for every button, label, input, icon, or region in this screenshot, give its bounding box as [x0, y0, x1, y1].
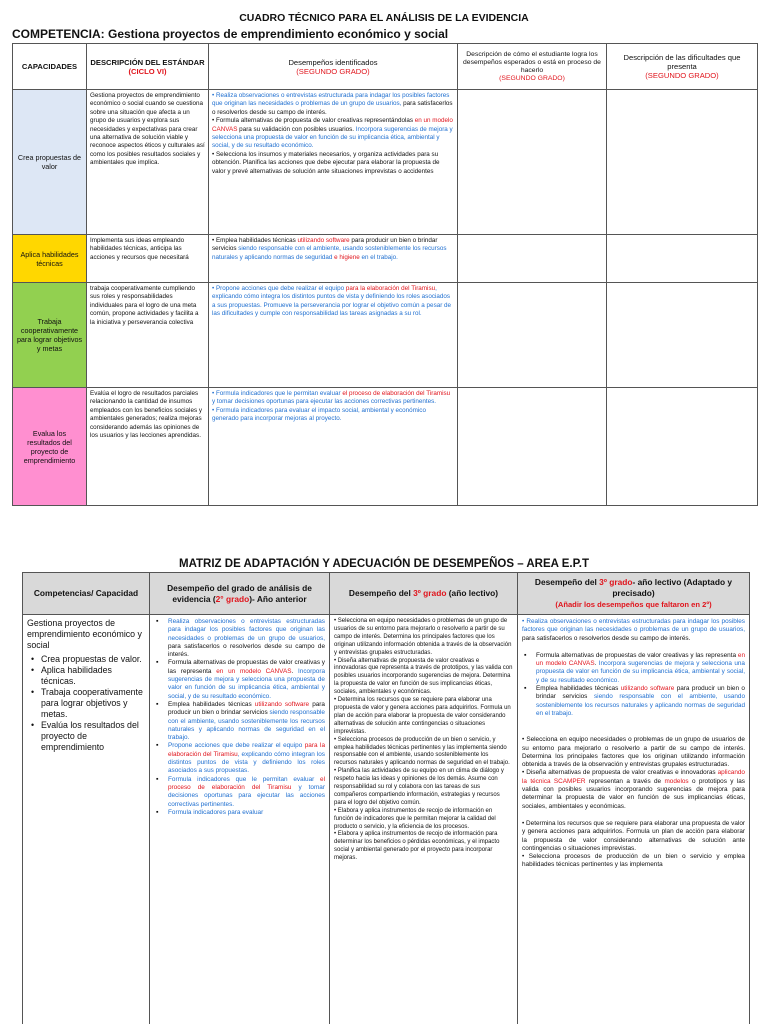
- evidence-table: [12, 43, 758, 506]
- desempeno-cell: • Formula indicadores que le permitan evaluar el proceso de elaboración del Tiramisu y tomar decisiones oportunas para ejecutar las acciones correctivas pertinentes. • Formula indicadores para evaluar el impacto social, ambiental y económico generado para incorporar mejoras al proyecto.: [209, 388, 458, 506]
- header-grado-anterior: Desempeño del grado de análisis de evidencia (2° grado)- Año anterior: [150, 573, 330, 615]
- capacidad-cell: Crea propuestas de valor: [13, 90, 87, 235]
- list-item: • Trabaja cooperativamente para lograr objetivos y metas.: [27, 687, 145, 720]
- list-item: ▪ Emplea habilidades técnicas utilizando software para producir un bien o brindar servicios siendo responsable con el ambiente, usando sosteniblemente los recursos naturales y aplicando normas de seguridad en el trabajo.: [154, 701, 325, 742]
- dificultades-cell: [607, 388, 758, 506]
- list-item: • Crea propuestas de valor.: [27, 654, 145, 665]
- capacidad-cell: Aplica habilidades técnicas: [13, 235, 87, 283]
- matrix-header: [23, 573, 750, 615]
- header-estandar: DESCRIPCIÓN DEL ESTÁNDAR (CICLO VI): [87, 44, 209, 90]
- table-row: [13, 235, 758, 283]
- logro-cell: [458, 90, 607, 235]
- grado-3-adaptado-cell: • Realiza observaciones o entrevistas estructuradas para indagar los posibles factores que originan las necesidades o problemas de un grupo de usuarios, para satisfacerlos o resolverlos desde su campo de interés. ▪ Formula alternativas de propuestas de valor creativas y las representa en un modelo CANVAS. Incorpora sugerencias de mejora y selecciona una propuesta de valor en función de su implicancia ética, ambiental y social, y de su resultado económico. ▪ Emplea habilidades técnicas utilizando software para producir un bien o brindar servicios siendo responsable con el ambiente, usando sosteniblemente los recursos naturales y aplicando normas de seguridad en el trabajo. • Selecciona en equipo necesidades o problemas de un grupo de usuarios de su entorno para mejorarlo o resolverlo a partir de su campo de interés. Determina los principales factores que los originan utilizando información obtenida a través de la observación y entrevistas grupales estructuradas. • Diseña alternativas de propuesta de valor creativas e innovadoras aplicando la técnica SCAMPER representan a través de modelos o prototipos y las valida con posibles usuarios incorporando sugerencias de mejora para determinar la propuesta de valor en función de sus implicancias éticas, sociales, ambientales y económicas. • Determina los recursos que se requiere para elaborar una propuesta de valor y genera acciones para adquirirlos. Formula un plan de acción para elaborar la propuesta de valor considerando alternativas de solución ante contingencias o situaciones imprevistas. • Selecciona procesos de producción de un bien o servicio y emplea habilidades técnicas pertinentes y las implementa: [518, 615, 750, 1024]
- list-item: ▪ Realiza observaciones o entrevistas estructuradas para indagar los posibles factores que originan las necesidades o problemas de un grupo de usuarios, para satisfacerlos o resolverlos desde su campo de interés.: [154, 618, 325, 659]
- table-row: [13, 283, 758, 388]
- list-item: ▪ Propone acciones que debe realizar el equipo para la elaboración del Tiramisu, explicando cómo integran los distintos puntos de vista y definiendo los roles asociados a sus propuestas.: [154, 742, 325, 775]
- grado-3-cell: • Selecciona en equipo necesidades o problemas de un grupo de usuarios de su entorno para mejorarlo o resolverlo a partir de su campo de interés. Determina los principales factores que los originan utilizando información obtenida a través de la observación y entrevistas grupales estructuradas. • Diseña alternativas de propuesta de valor creativas e innovadoras que representa a través de prototipos, y las valida con posibles usuarios incorporando sugerencias de mejora. Determina la propuesta de valor en función de sus implicancias éticas, sociales, ambientales y económicas. • Determina los recursos que se requiere para elaborar una propuesta de valor y genera acciones para adquirirlos. Formula un plan de acción para elaborar la propuesta de valor considerando alternativas de solución ante contingencias o situaciones imprevistas. • Selecciona procesos de producción de un bien o servicio, y emplea habilidades técnicas pertinentes y las implementa siendo responsable con el ambiente, usando sosteniblemente los recursos naturales y aplicando normas de seguridad en el trabajo. • Planifica las actividades de su equipo en un clima de diálogo y respeto hacia las ideas y opiniones de los demás. Asume con responsabilidad su rol y colabora con las tareas de sus compañeros compartiendo información, estrategias y recursos para el logro del objetivo común. • Elabora y aplica instrumentos de recojo de información en función de indicadores que le permitan mejorar la calidad del producto o servicio, y la eficiencia de los procesos. • Elabora y aplica instrumentos de recojo de información para determinar los beneficios o pérdidas económicas, y el impacto social y ambiental generado por el proyecto para incorporar mejoras.: [330, 615, 518, 1024]
- estandar-cell: trabaja cooperativamente cumpliendo sus roles y responsabilidades individuales para el logro de una meta común, propone actividades y facilita a la iniciativa y perseverancia colectiva: [87, 283, 209, 388]
- evidence-table-header: [13, 44, 758, 90]
- desempeno-cell: • Realiza observaciones o entrevistas estructurada para indagar los posibles factores que originan las necesidades o problemas de un grupo de usuarios, para satisfacerlos o resolverlos desde su campo de interés. • Formula alternativas de propuesta de valor creativas representándolas en un modelo CANVAS para su validación con posibles usuarios. Incorpora sugerencias de mejora y selecciona una propuesta de valor en función de su implicancia ética, ambiental y social, y de su resultado económico. • Selecciona los insumos y materiales necesarios, y organiza actividades para su obtención. Planifica las acciones que debe ejecutar para elaborar la propuesta de valor y prevé alternativas de solución ante situaciones imprevistas o accidentes: [209, 90, 458, 235]
- capacidad-cell: Trabaja cooperativamente para lograr objetivos y metas: [13, 283, 87, 388]
- desempeno-cell: • Emplea habilidades técnicas utilizando software para producir un bien o brindar servicios siendo responsable con el ambiente, usando sosteniblemente los recursos naturales y aplicando normas de seguridad e higiene en el trabajo.: [209, 235, 458, 283]
- logro-cell: [458, 283, 607, 388]
- table-row: [13, 388, 758, 506]
- document-title: CUADRO TÉCNICO PARA EL ANÁLISIS DE LA EVIDENCIA: [239, 12, 529, 24]
- table-row: [23, 615, 750, 1024]
- competencia-heading: COMPETENCIA: Gestiona proyectos de emprendimiento económico y social: [12, 27, 449, 41]
- list-item: ▪ Formula indicadores que le permitan evaluar el proceso de elaboración del Tiramisu y tomar decisiones oportunas para ejecutar las acciones correctivas pertinentes.: [154, 776, 325, 809]
- list-item: • Aplica habilidades técnicas.: [27, 665, 145, 687]
- dificultades-cell: [607, 283, 758, 388]
- table-row: [13, 90, 758, 235]
- desempeno-cell: • Propone acciones que debe realizar el equipo para la elaboración del Tiramisu, explicando cómo integra los distintos puntos de vista y definiendo los roles asociados a sus propuestas. Promueve la perseverancia por lograr el objetivo común a pesar de las dificultades y cumple con responsabilidad las tareas asignadas a su rol.: [209, 283, 458, 388]
- list-item: ▪ Formula alternativas de propuestas de valor creativas y las representa en un modelo CANVAS. Incorpora sugerencias de mejora y selecciona una propuesta de valor en función de su implicancia ética, ambiental y social, y de su resultado económico.: [154, 659, 325, 700]
- capacidad-list: [27, 654, 145, 753]
- header-grado-3-adaptado: Desempeño del 3º grado- año lectivo (Adaptado y precisado) (Añadir los desempeños que faltaron en 2º): [518, 573, 750, 615]
- list-item: ▪ Emplea habilidades técnicas utilizando software para producir un bien o brindar servicios siendo responsable con el ambiente, usando sosteniblemente los recursos naturales y aplicando normas de seguridad en el trabajo.: [522, 685, 745, 718]
- adaptation-matrix: [22, 572, 750, 1024]
- header-grado-3: Desempeño del 3º grado (año lectivo): [330, 573, 518, 615]
- list-item: ▪ Formula alternativas de propuestas de valor creativas y las representa en un modelo CANVAS. Incorpora sugerencias de mejora y selecciona una propuesta de valor en función de su implicancia ética, ambiental y social, y de su resultado económico.: [522, 652, 745, 685]
- header-desempenos: Desempeños identificados (SEGUNDO GRADO): [209, 44, 458, 90]
- estandar-cell: Gestiona proyectos de emprendimiento económico o social cuando se cuestiona sobre una situación que afecta a un grupo de usuarios y explora sus necesidades y expectativas para crear una alternativa de solución viable y reconoce aspectos éticos y culturales así como los posibles resultados sociales y ambientales que implica.: [87, 90, 209, 235]
- dificultades-cell: [607, 235, 758, 283]
- logro-cell: [458, 388, 607, 506]
- estandar-cell: Evalúa el logro de resultados parciales relacionando la cantidad de insumos empleados con los beneficios sociales y ambientales generados; realiza mejoras considerando además las opiniones de los usuarios y las lecciones aprendidas.: [87, 388, 209, 506]
- dificultades-cell: [607, 90, 758, 235]
- matrix-title: MATRIZ DE ADAPTACIÓN Y ADECUACIÓN DE DESEMPEÑOS – AREA E.P.T: [178, 558, 589, 570]
- list-item: • Evalúa los resultados del proyecto de emprendimiento: [27, 720, 145, 753]
- header-capacidades: CAPACIDADES: [13, 44, 87, 90]
- list-item: ▪ Formula indicadores para evaluar: [154, 809, 325, 817]
- header-competencias: Competencias/ Capacidad: [23, 573, 150, 615]
- capacidad-cell: Evalua los resultados del proyecto de emprendimiento: [13, 388, 87, 506]
- header-logro: Descripción de cómo el estudiante logra los desempeños esperados o está en proceso de hacerlo (SEGUNDO GRADO): [458, 44, 607, 90]
- logro-cell: [458, 235, 607, 283]
- estandar-cell: Implementa sus ideas empleando habilidades técnicas, anticipa las acciones y recursos que necesitará: [87, 235, 209, 283]
- header-dificultades: Descripción de las dificultades que presenta (SEGUNDO GRADO): [607, 44, 758, 90]
- grado-anterior-cell: [150, 615, 330, 1024]
- competencias-cell: Gestiona proyectos de emprendimiento económico y social • Crea propuestas de valor. • Aplica habilidades técnicas. • Trabaja cooperativamente para lograr objetivos y metas. • Evalúa los resultados del proyecto de emprendimiento: [23, 615, 150, 1024]
